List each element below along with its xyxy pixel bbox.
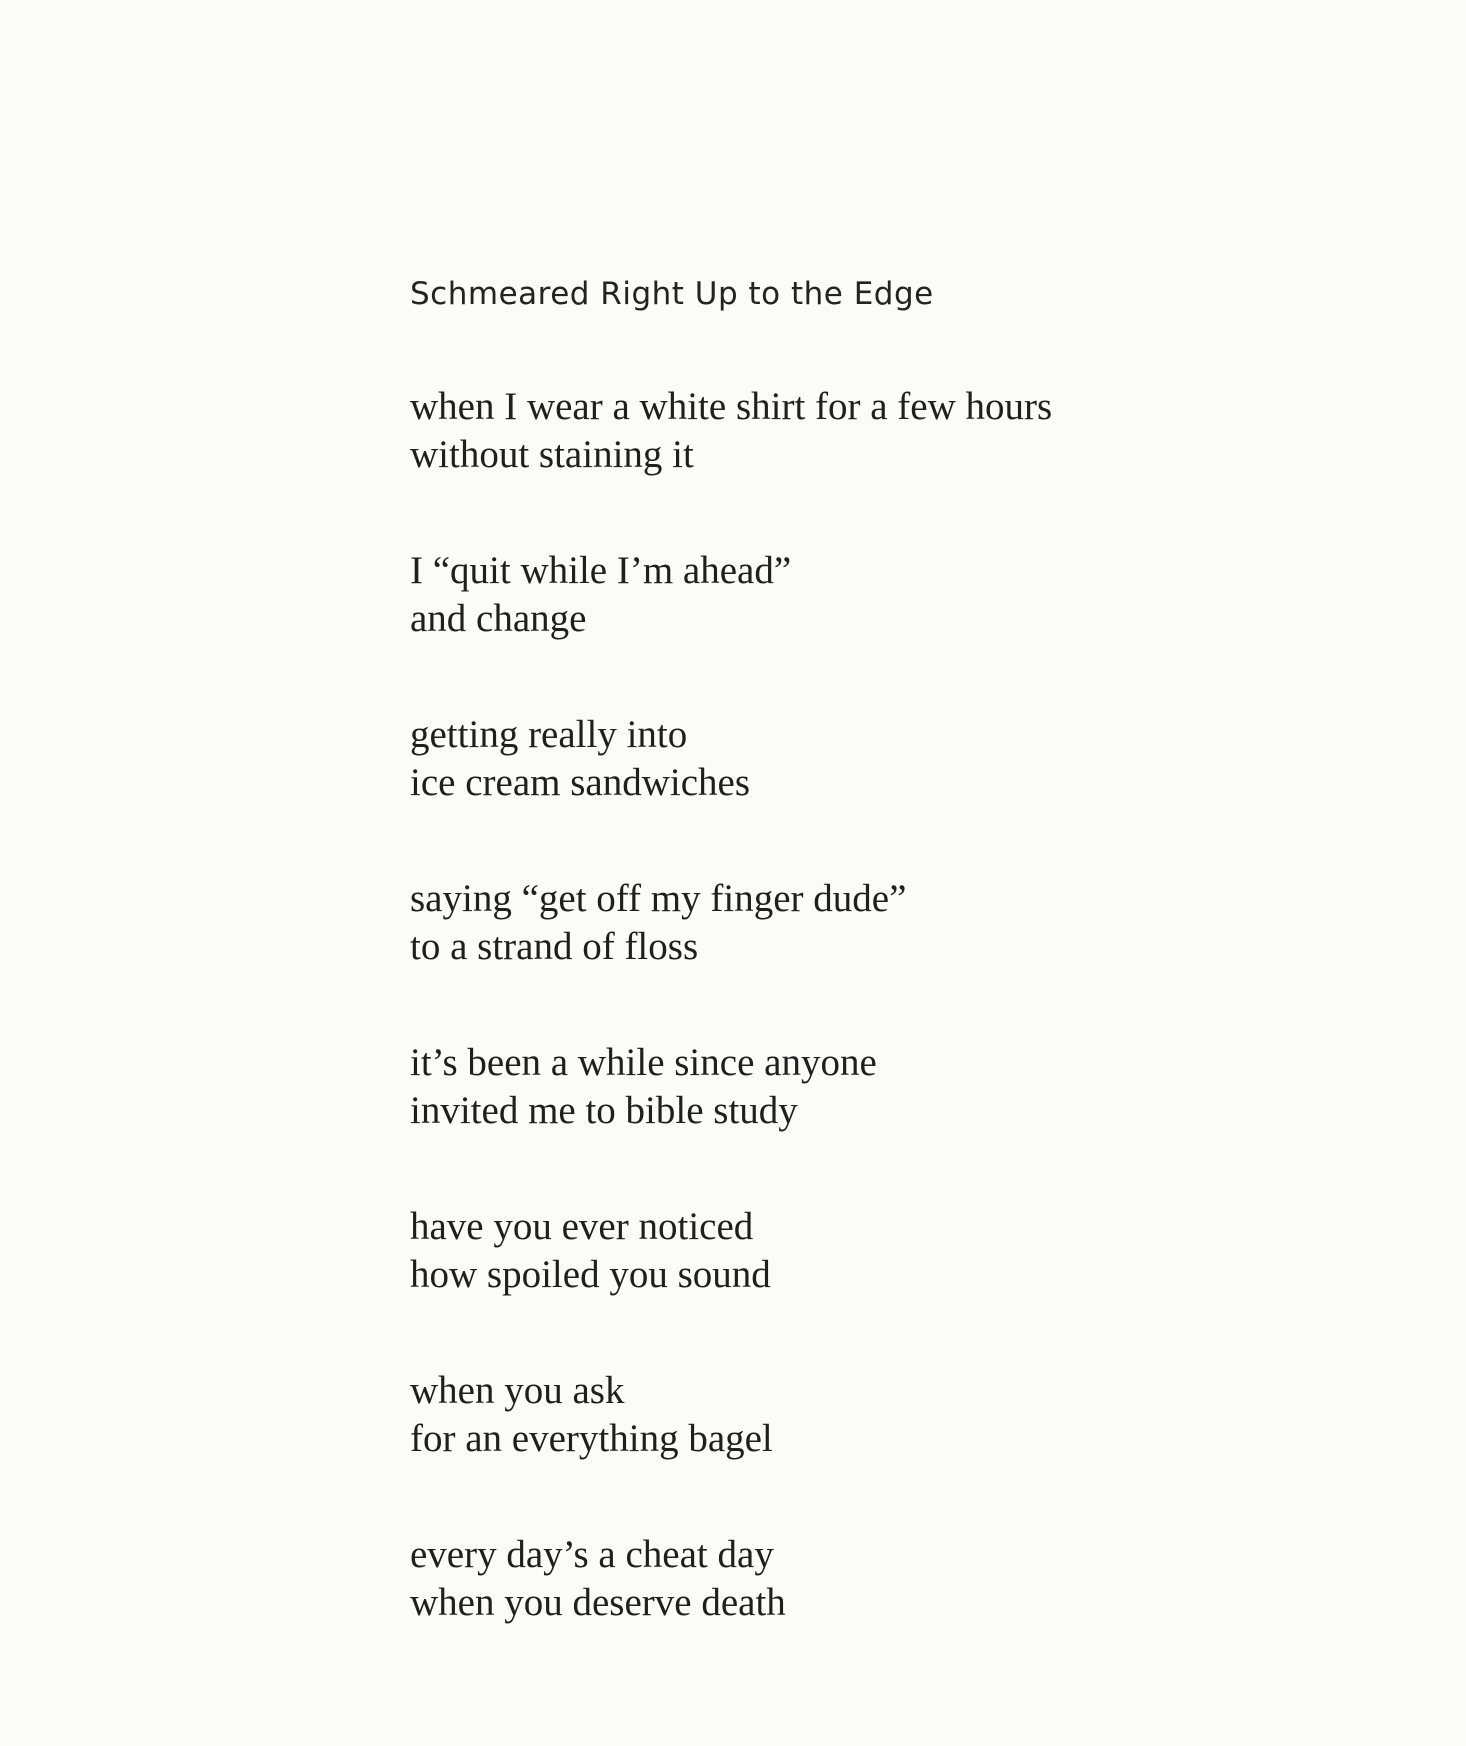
poem-line: getting really into bbox=[410, 713, 688, 756]
stanza bbox=[410, 1531, 1170, 1627]
stanza bbox=[410, 875, 1170, 971]
stanza bbox=[410, 1203, 1170, 1299]
poem-line: it’s been a while since anyone bbox=[410, 1041, 877, 1084]
poem-body bbox=[410, 383, 1170, 1627]
poem-line: when I wear a white shirt for a few hours bbox=[410, 385, 1053, 428]
poem-title: Schmeared Right Up to the Edge bbox=[410, 276, 934, 312]
poem-line: when you deserve death bbox=[410, 1581, 786, 1624]
poem-line: ice cream sandwiches bbox=[410, 761, 750, 804]
poem-line: when you ask bbox=[410, 1369, 625, 1412]
stanza bbox=[410, 1039, 1170, 1135]
poem-line: every day’s a cheat day bbox=[410, 1533, 774, 1576]
stanza bbox=[410, 383, 1170, 479]
poem-line: how spoiled you sound bbox=[410, 1253, 771, 1296]
stanza bbox=[410, 547, 1170, 643]
poem-line: and change bbox=[410, 597, 587, 640]
poem-line: have you ever noticed bbox=[410, 1205, 754, 1248]
stanza bbox=[410, 1367, 1170, 1463]
poem-line: for an everything bagel bbox=[410, 1417, 773, 1460]
poem-line: without staining it bbox=[410, 433, 694, 476]
poem-line: I “quit while I’m ahead” bbox=[410, 549, 792, 592]
poem-line: saying “get off my finger dude” bbox=[410, 877, 907, 920]
poem-page bbox=[410, 272, 1170, 1627]
poem-line: to a strand of floss bbox=[410, 925, 699, 968]
stanza bbox=[410, 711, 1170, 807]
poem-line: invited me to bible study bbox=[410, 1089, 798, 1132]
